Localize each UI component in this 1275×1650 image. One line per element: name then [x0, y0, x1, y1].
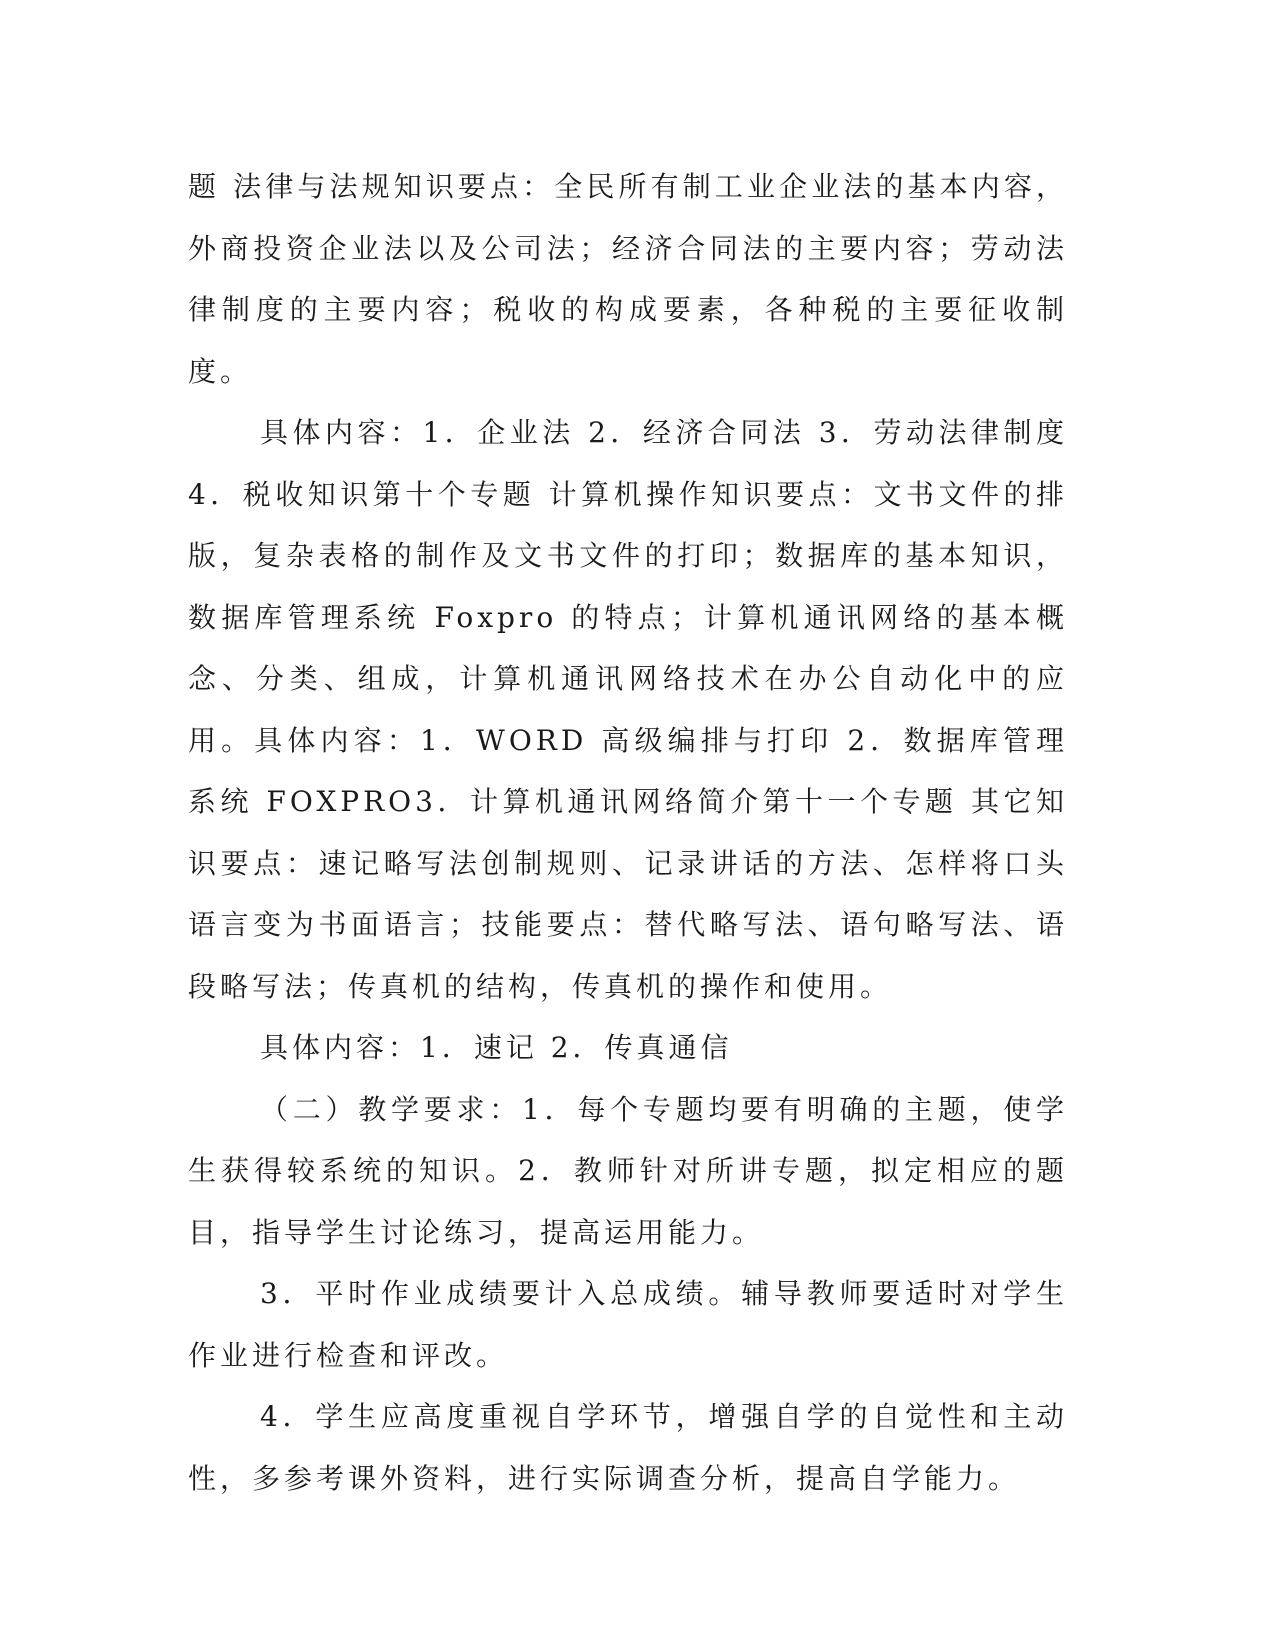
- paragraph-teaching-requirements: （二）教学要求：1．每个专题均要有明确的主题，使学生获得较系统的知识。2．教师针对所讲专题，拟定相应的题目，指导学生讨论练习，提高运用能力。: [188, 1092, 1068, 1249]
- paragraph-law-knowledge: 题 法律与法规知识要点：全民所有制工业企业法的基本内容，外商投资企业法以及公司法；经济合同法的主要内容；劳动法律制度的主要内容；税收的构成要素，各种税的主要征收制度。: [188, 170, 1068, 388]
- paragraph-shorthand-fax: 具体内容：1．速记 2．传真通信: [260, 1031, 733, 1064]
- paragraph-computer-knowledge: 具体内容：1．企业法 2．经济合同法 3．劳动法律制度 4．税收知识第十个专题 计算机操作知识要点：文书文件的排版，复杂表格的制作及文书文件的打印；数据库的基本知识，数据库管理系统 Foxpro 的特点；计算机通讯网络的基本概念、分类、组成，计算机通讯网络技术在办公自动化中的应用。具体内容：1．WORD 高级编排与打印 2．数据库管理系统 FOXPRO3．计算机通讯网络简介第十一个专题 其它知识要点：速记略写法创制规则、记录讲话的方法、怎样将口头语言变为书面语言；技能要点：替代略写法、语句略写法、语段略写法；传真机的结构，传真机的操作和使用。: [188, 416, 1068, 1003]
- document-body: [188, 156, 1068, 1509]
- paragraph-homework-grades: 3．平时作业成绩要计入总成绩。辅导教师要适时对学生作业进行检查和评改。: [188, 1277, 1068, 1372]
- paragraph-self-study: 4．学生应高度重视自学环节，增强自学的自觉性和主动性，多参考课外资料，进行实际调查分析，提高自学能力。: [188, 1400, 1068, 1495]
